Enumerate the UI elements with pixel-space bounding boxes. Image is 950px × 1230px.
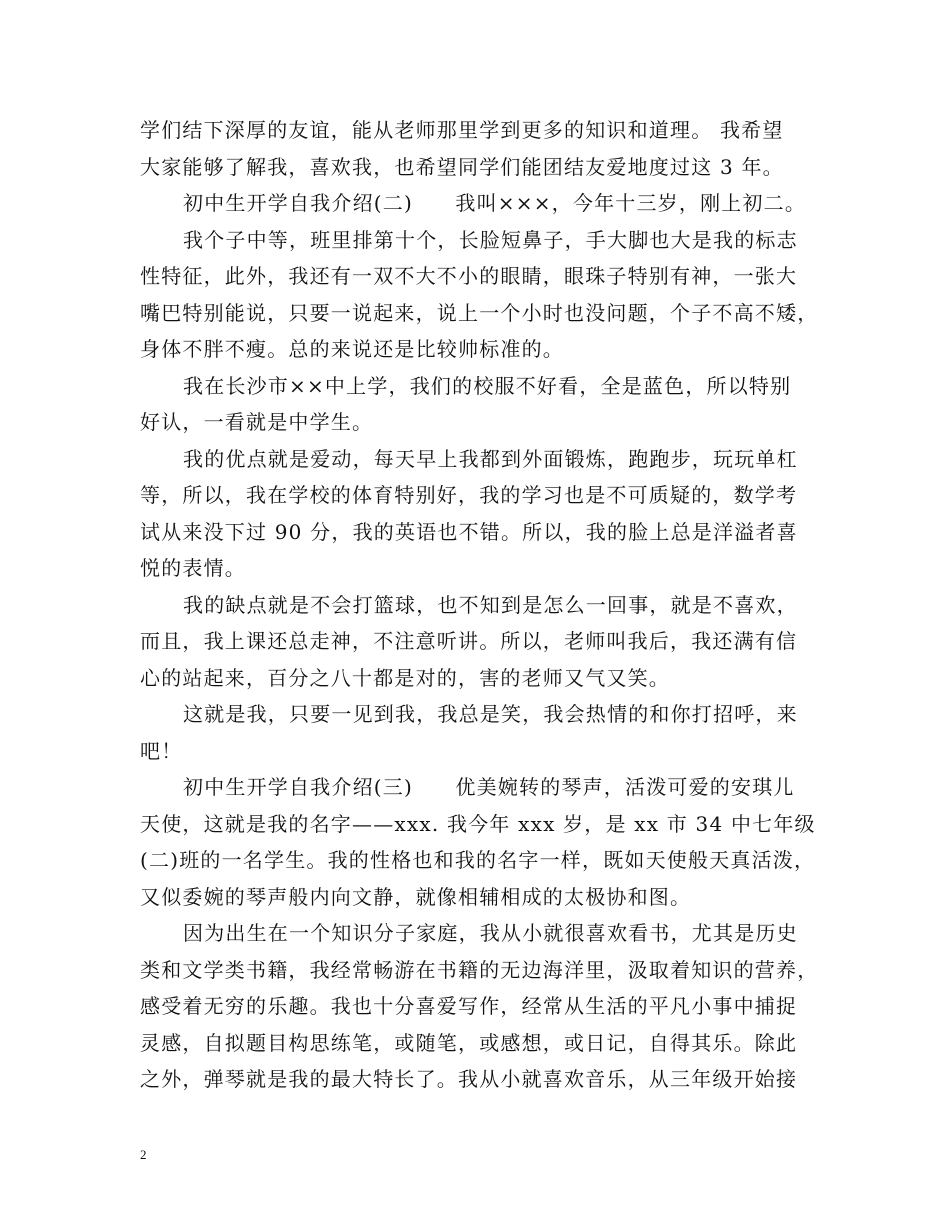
text-line: 悦的表情。 xyxy=(140,556,246,580)
text-line: 等，所以，我在学校的体育特别好，我的学习也是不可质疑的，数学考 xyxy=(140,483,798,507)
text-line: 大家能够了解我，喜欢我，也希望同学们能团结友爱地度过这 3 年。 xyxy=(140,154,784,179)
text-line: 感受着无穷的乐趣。我也十分喜爱写作，经常从生活的平凡小事中捕捉 xyxy=(140,994,798,1018)
text-line: 我的优点就是爱动，每天早上我都到外面锻炼，跑跑步，玩玩单杠 xyxy=(183,446,798,471)
text-line: 天使，这就是我的名字——xxx. 我今年 xxx 岁，是 xx 市 34 中七年级 xyxy=(140,811,816,836)
text-line: 好认，一看就是中学生。 xyxy=(140,410,374,434)
text-line: 学们结下深厚的友谊，能从老师那里学到更多的知识和道理。 我希望 xyxy=(140,118,784,142)
text-line: 我在长沙市××中上学，我们的校服不好看，全是蓝色，所以特别 xyxy=(183,373,792,398)
document-body xyxy=(140,112,824,1098)
text-line: 这就是我，只要一见到我，我总是笑，我会热情的和你打招呼，来 xyxy=(183,702,798,726)
text-line: 身体不胖不瘦。总的来说还是比较帅标准的。 xyxy=(140,337,564,361)
text-line: 初中生开学自我介绍(三) 优美婉转的琴声，活泼可爱的安琪儿 xyxy=(183,775,795,799)
text-line: 我的缺点就是不会打篮球，也不知到是怎么一回事，就是不喜欢， xyxy=(183,592,798,617)
text-line: 类和文学类书籍，我经常畅游在书籍的无边海洋里，汲取着知识的营养， xyxy=(140,957,819,982)
text-line: 初中生开学自我介绍(二) 我叫×××，今年十三岁，刚上初二。 xyxy=(183,191,807,215)
text-line: 性特征，此外，我还有一双不大不小的眼睛，眼珠子特别有神，一张大 xyxy=(140,264,798,288)
text-line: 灵感，自拟题目构思练笔，或随笔，或感想，或日记，自得其乐。除此 xyxy=(140,1030,798,1055)
text-line: 之外，弹琴就是我的最大特长了。我从小就喜欢音乐，从三年级开始接 xyxy=(140,1067,798,1091)
text-line: (二)班的一名学生。我的性格也和我的名字一样，既如天使般天真活泼， xyxy=(140,848,816,872)
text-line: 嘴巴特别能说，只要一说起来，说上一个小时也没问题，个子不高不矮， xyxy=(140,300,819,325)
text-line: 吧！ xyxy=(140,738,183,763)
page-number: 2 xyxy=(140,1147,147,1162)
text-line: 而且，我上课还总走神，不注意听讲。所以，老师叫我后，我还满有信 xyxy=(140,629,798,653)
text-line: 又似委婉的琴声般内向文静，就像相辅相成的太极协和图。 xyxy=(140,884,692,909)
text-line: 因为出生在一个知识分子家庭，我从小就很喜欢看书，尤其是历史 xyxy=(183,921,798,945)
text-line: 试从来没下过 90 分，我的英语也不错。所以，我的脸上总是洋溢者喜 xyxy=(140,519,798,544)
text-line: 我个子中等，班里排第十个，长脸短鼻子，手大脚也大是我的标志 xyxy=(183,227,798,252)
text-line: 心的站起来，百分之八十都是对的，害的老师又气又笑。 xyxy=(140,665,670,690)
